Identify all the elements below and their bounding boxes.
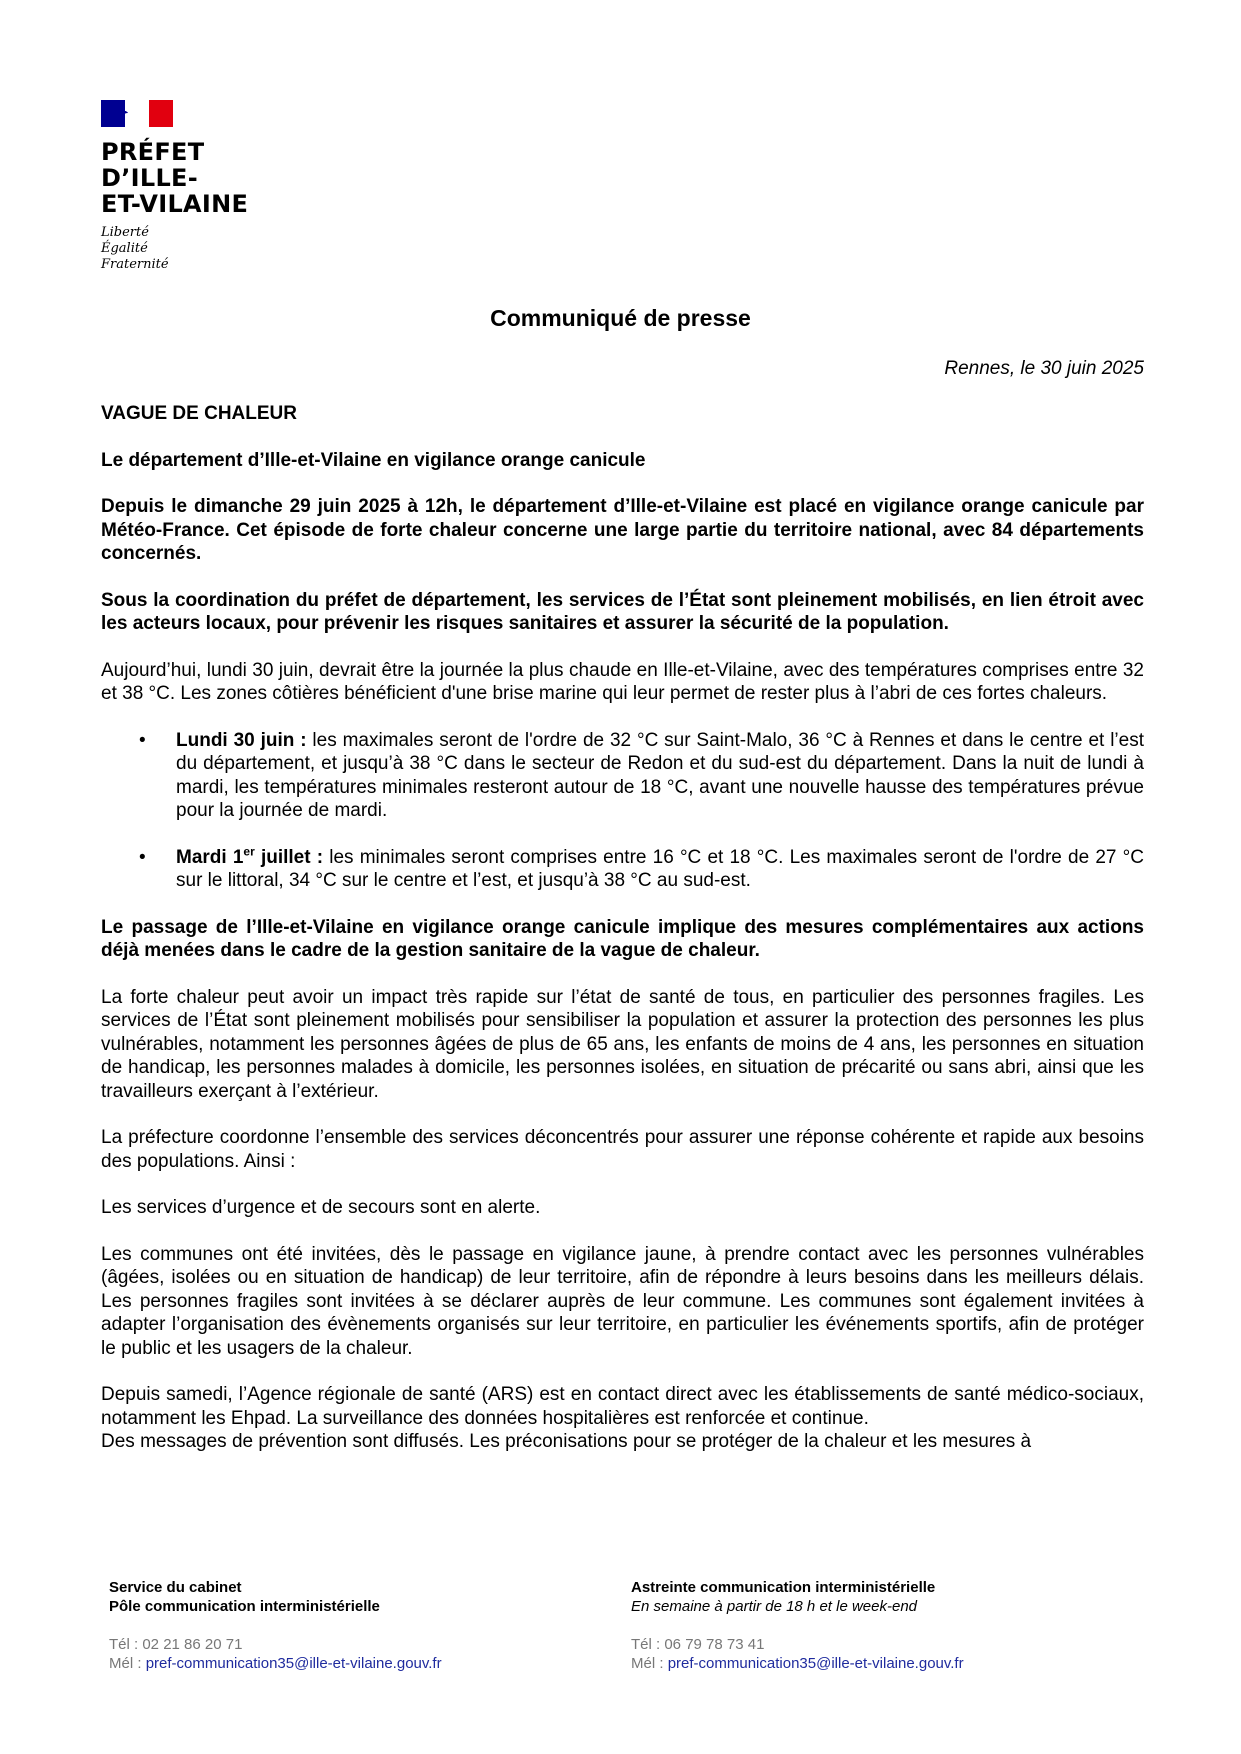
measures-paragraph: Le passage de l’Ille-et-Vilaine en vigilance orange canicule implique des mesures complémentaires aux actions déjà menées dans le cadre de la gestion sanitaire de la vague de chaleur.: [101, 916, 1144, 961]
headline: VAGUE DE CHALEUR: [101, 403, 297, 424]
forecast-label-tuesday: Mardi 1er juillet :: [176, 844, 324, 868]
footer-left-pole: Pôle communication interministérielle: [109, 1598, 380, 1615]
prefecture-logo: [101, 100, 281, 273]
footer-contact-right: [631, 1578, 964, 1673]
prefecture-name-line1: PRÉFET: [101, 138, 205, 166]
intro-paragraph-2: Sous la coordination du préfet de département, les services de l’État sont pleinement mobilisés, en lien étroit avec les acteurs locaux, pour prévenir les risques sanitaires et assurer la sécurité de la population.: [101, 589, 1144, 634]
footer-left-service: Service du cabinet: [109, 1579, 242, 1596]
prefecture-name-line3: ET-VILAINE: [101, 190, 249, 218]
footer-left-tel: Tél : 02 21 86 20 71: [109, 1636, 243, 1653]
intro-paragraph-1: Depuis le dimanche 29 juin 2025 à 12h, le département d’Ille-et-Vilaine est placé en vigilance orange canicule par Météo-France. Cet épisode de forte chaleur concerne une large partie du territoire national, avec 84 départements concernés.: [101, 496, 1144, 564]
republic-motto: [101, 225, 281, 273]
footer-contact-left: [109, 1578, 442, 1673]
footer-right-mail-link[interactable]: pref-communication35@ille-et-vilaine.gouv.fr: [667, 1655, 964, 1672]
motto-fraternite: Fraternité: [101, 257, 169, 272]
forecast-item-tuesday: [101, 846, 1144, 893]
document-title: Communiqué de presse: [490, 305, 751, 331]
prefecture-name-line2: D’ILLE-: [101, 164, 199, 192]
forecast-item-monday: [101, 729, 1144, 823]
footer-right-mail: Mél : pref-communication35@ille-et-vilaine.gouv.fr: [631, 1655, 964, 1672]
forecast-text-tuesday: les minimales seront comprises entre 16 °C et 18 °C. Les maximales seront de l'ordre de 27 °C sur le littoral, 34 °C sur le centre et l’est, et jusqu’à 38 °C au sud-est.: [176, 846, 1144, 891]
footer-left-mail: Mél : pref-communication35@ille-et-vilaine.gouv.fr: [109, 1655, 442, 1672]
footer-right-hours: En semaine à partir de 18 h et le week-end: [631, 1598, 918, 1615]
footer-left-contact: [109, 1635, 442, 1673]
forecast-label-monday: Lundi 30 juin :: [176, 729, 307, 751]
marianne-profile-icon: [115, 102, 145, 126]
document-body: [101, 402, 1144, 1454]
paragraph-2: La forte chaleur peut avoir un impact très rapide sur l’état de santé de tous, en particulier des personnes fragiles. Les services de l’État sont pleinement mobilisés pour sensibiliser la population et assurer la protection des personnes les plus vulnérables, notamment les personnes âgées de plus de 65 ans, les enfants de moins de 4 ans, les personnes en situation de handicap, les personnes malades à domicile, les personnes isolées, en situation de précarité ou sans abri, ainsi que les travailleurs exerçant à l’extérieur.: [101, 986, 1144, 1102]
document-date: Rennes, le 30 juin 2025: [944, 358, 1144, 379]
footer-right-astreinte: Astreinte communication interministérielle: [631, 1579, 936, 1596]
motto-liberte: Liberté: [101, 225, 149, 240]
footer-right-tel: Tél : 06 79 78 73 41: [631, 1636, 765, 1653]
paragraph-6a: Depuis samedi, l’Agence régionale de santé (ARS) est en contact direct avec les établissements de santé médico-sociaux, notamment les Ehpad. La surveillance des données hospitalières est renforcée et continue.: [101, 1384, 1144, 1429]
prefecture-name: [101, 139, 281, 217]
forecast-text-monday: les maximales seront de l'ordre de 32 °C sur Saint-Malo, 36 °C à Rennes et dans le centre et l’est du département, et jusqu’à 38 °C dans le secteur de Redon et du sud-est du département. Dans la nuit de lundi à mardi, les températures minimales resteront autour de 18 °C, avant une nouvelle hausse des températures prévue pour la journée de mardi.: [176, 729, 1144, 821]
paragraph-5: Les communes ont été invitées, dès le passage en vigilance jaune, à prendre contact avec les personnes vulnérables (âgées, isolées ou en situation de handicap) de leur territoire, afin de répondre à leurs besoins dans les meilleurs délais. Les personnes fragiles sont invitées à se déclarer auprès de leur commune. Les communes sont également invitées à adapter l’organisation des évènements organisés sur leur territoire, en particulier les événements sportifs, afin de protéger le public et les usagers de la chaleur.: [101, 1243, 1144, 1359]
paragraph-3: La préfecture coordonne l’ensemble des services déconcentrés pour assurer une réponse cohérente et rapide aux besoins des populations. Ainsi :: [101, 1127, 1144, 1172]
subheadline: Le département d’Ille-et-Vilaine en vigilance orange canicule: [101, 449, 646, 471]
footer-left-mail-link[interactable]: pref-communication35@ille-et-vilaine.gouv.fr: [145, 1655, 442, 1672]
footer-right-contact: [631, 1635, 964, 1673]
motto-egalite: Égalité: [101, 241, 148, 256]
paragraph-4: Les services d’urgence et de secours sont en alerte.: [101, 1197, 541, 1218]
paragraph-1: Aujourd’hui, lundi 30 juin, devrait être la journée la plus chaude en Ille-et-Vilaine, avec des températures comprises entre 32 et 38 °C. Les zones côtières bénéficient d'une brise marine qui leur permet de rester plus à l’abri de ces fortes chaleurs.: [101, 659, 1144, 704]
forecast-list: [101, 729, 1144, 893]
marianne-flag-icon: [101, 100, 173, 127]
paragraph-6b: Des messages de prévention sont diffusés. Les préconisations pour se protéger de la chaleur et les mesures à: [101, 1431, 1032, 1452]
